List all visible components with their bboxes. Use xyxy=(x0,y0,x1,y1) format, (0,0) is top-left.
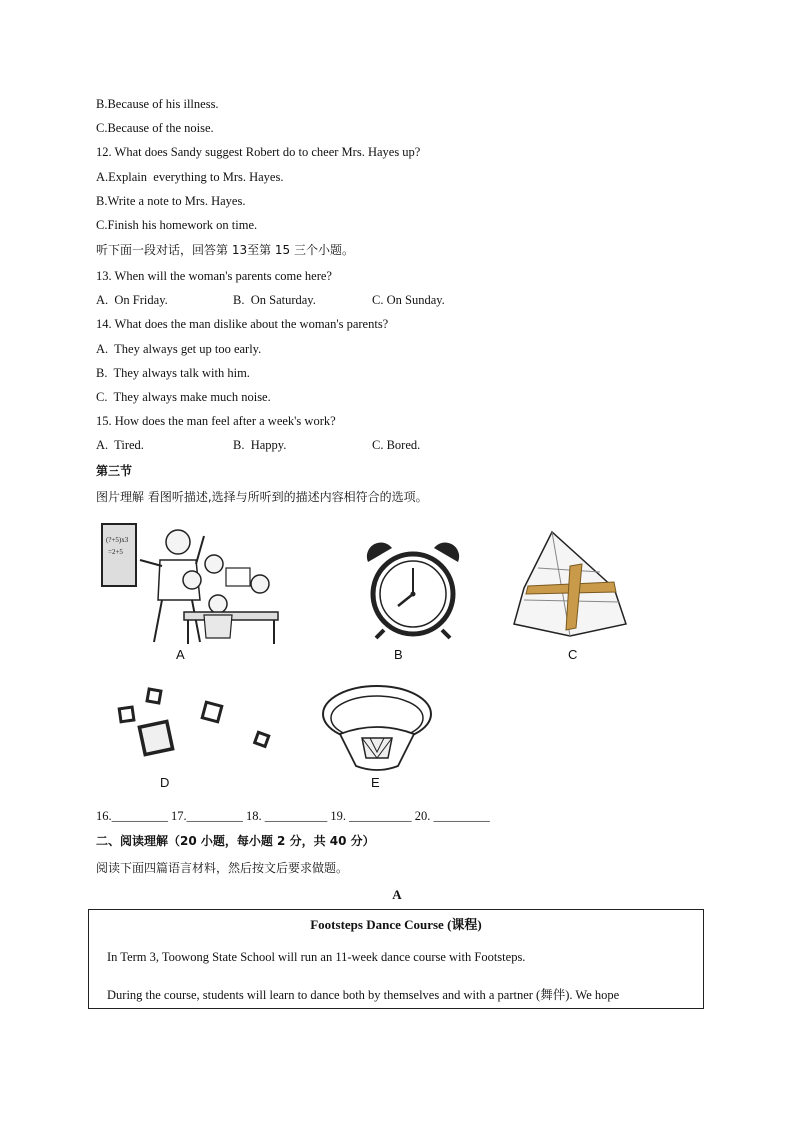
instruction-text: 听下面一段对话，回答第 13至第 15 三个小题。 xyxy=(96,243,354,257)
svg-text:=2+5: =2+5 xyxy=(108,548,123,556)
alarm-clock-illustration xyxy=(358,540,468,640)
instruction-text: 阅读下面四篇语言材料，然后按文后要求做题。 xyxy=(96,861,349,875)
answer-blanks: 16._________ 17._________ 18. __________ 19. __________ 20. _________ xyxy=(96,809,490,823)
instruction-text: 图片理解 看图听描述,选择与所听到的描述内容相符合的选项。 xyxy=(96,490,428,504)
passage-paragraph: In Term 3, Toowong State School will run an 11-week dance course with Footsteps. xyxy=(107,950,526,964)
ice-cubes-illustration xyxy=(112,686,278,772)
picture-label-c: C xyxy=(568,647,578,662)
option-text: C. They always make much noise. xyxy=(96,390,271,404)
picture-label-d: D xyxy=(160,775,170,790)
passage-title: Footsteps Dance Course (课程) xyxy=(310,917,482,932)
option-text: A. On Friday. xyxy=(96,293,168,307)
option-text: C. On Sunday. xyxy=(372,293,445,307)
option-text: C.Because of the noise. xyxy=(96,121,214,135)
question-15: 15. How does the man feel after a week's work? xyxy=(96,414,336,428)
ring-illustration xyxy=(318,680,436,776)
option-text: A. They always get up too early. xyxy=(96,342,262,356)
option-text: B. They always talk with him. xyxy=(96,366,250,380)
question-14: 14. What does the man dislike about the woman's parents? xyxy=(96,317,389,331)
picture-label-a: A xyxy=(176,647,185,662)
option-text: B. Happy. xyxy=(233,438,287,452)
zongzi-illustration xyxy=(510,528,630,640)
option-text: A. Tired. xyxy=(96,438,144,452)
option-text: B.Because of his illness. xyxy=(96,97,219,111)
picture-label-b: B xyxy=(394,647,403,662)
option-text: B. On Saturday. xyxy=(233,293,316,307)
classroom-illustration xyxy=(100,520,285,648)
passage-label: A xyxy=(392,887,402,902)
option-text: B.Write a note to Mrs. Hayes. xyxy=(96,194,246,208)
option-text: A.Explain everything to Mrs. Hayes. xyxy=(96,170,284,184)
question-13: 13. When will the woman's parents come here? xyxy=(96,269,332,283)
passage-box xyxy=(88,909,704,1009)
svg-text:(?+5)x3: (?+5)x3 xyxy=(106,536,129,544)
section-heading: 二、阅读理解（20 小题，每小题 2 分，共 40 分） xyxy=(96,834,375,848)
question-12: 12. What does Sandy suggest Robert do to cheer Mrs. Hayes up? xyxy=(96,145,421,159)
section-heading: 第三节 xyxy=(96,464,133,478)
option-text: C.Finish his homework on time. xyxy=(96,218,258,232)
passage-paragraph: During the course, students will learn to dance both by themselves and with a partner (舞伴). We hope xyxy=(107,988,620,1002)
picture-label-e: E xyxy=(371,775,380,790)
option-text: C. Bored. xyxy=(372,438,421,452)
